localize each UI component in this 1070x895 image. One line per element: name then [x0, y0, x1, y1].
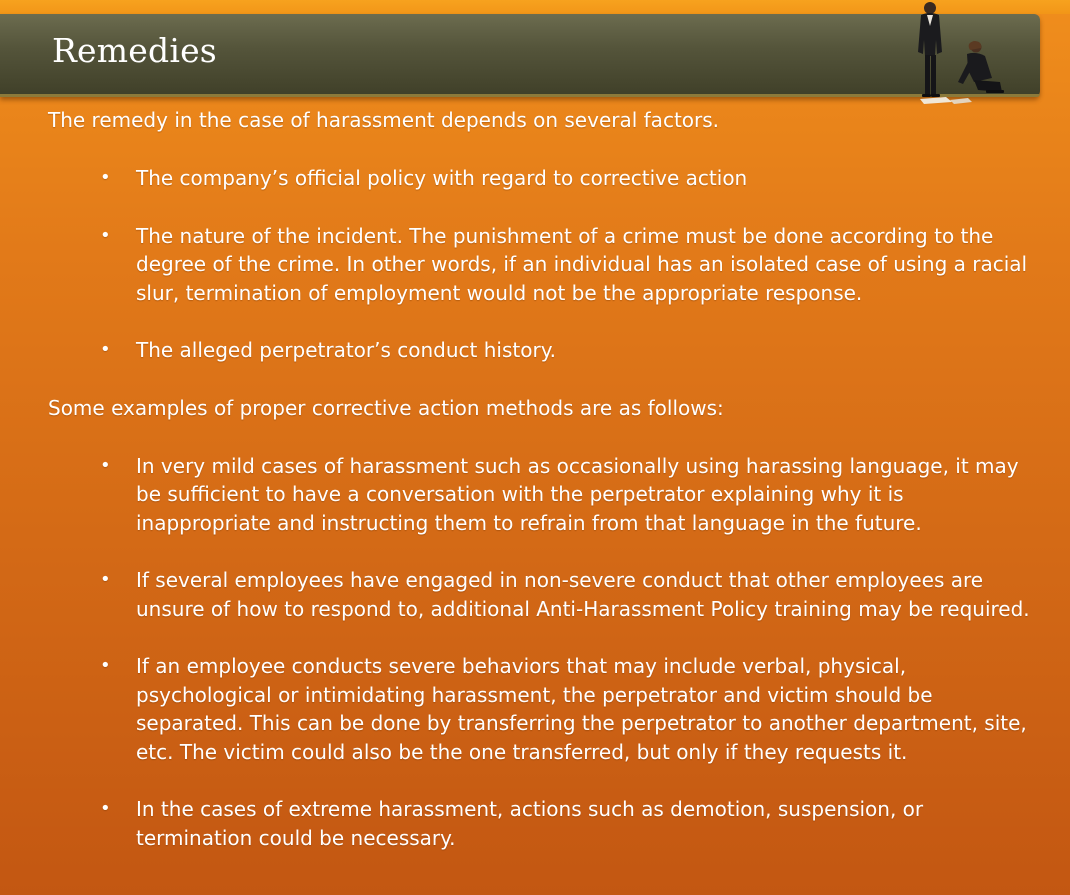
list-item [48, 336, 1038, 365]
list-item-text: The alleged perpetrator’s conduct history. [136, 338, 557, 362]
list-item [48, 222, 1038, 308]
list-item [48, 795, 1038, 852]
list-item [48, 652, 1038, 766]
examples-list [48, 452, 1038, 853]
list-item-text: The company’s official policy with regard to corrective action [136, 166, 748, 190]
list-item-text: If an employee conducts severe behaviors that may include verbal, physical, psychological or intimidating harassment, the perpetrator and victim should be separated. This can be done by transferring the perpetrator to another department, site, etc. The victim could also be the one transferred, but only if they requests it. [136, 654, 1027, 764]
bullet-icon: • [100, 224, 111, 246]
title-bar [0, 14, 1040, 97]
list-item-text: The nature of the incident. The punishment of a crime must be done according to the degree of the crime. In other words, if an individual has an isolated case of using a racial slur, termination of employment would not be the appropriate response. [136, 223, 1028, 305]
standing-person-figure [918, 2, 942, 97]
bullet-icon: • [100, 655, 111, 676]
business-people-illustration [900, 0, 1030, 110]
bullet-icon: • [100, 798, 111, 819]
examples-intro-text: Some examples of proper corrective action methods are as follows: [48, 395, 724, 420]
bullet-icon: • [100, 454, 111, 476]
slide-title: Remedies [52, 31, 217, 70]
bullet-icon: • [100, 569, 111, 590]
factors-list [48, 164, 1038, 365]
list-item-text: In the cases of extreme harassment, actions such as demotion, suspension, or termination could be necessary. [136, 797, 924, 850]
bullet-icon: • [100, 167, 111, 188]
bullet-icon: • [100, 339, 111, 360]
intro-text: The remedy in the case of harassment depends on several factors. [48, 108, 720, 132]
list-item [48, 164, 1038, 193]
list-item [48, 566, 1038, 623]
list-item-text: In very mild cases of harassment such as occasionally using harassing language, it may be sufficient to have a conversation with the perpetrator explaining why it is inappropriate and instructing them to refrain from that language in the future. [136, 453, 1019, 535]
kneeling-person-figure [958, 41, 1004, 93]
slide-body [48, 106, 1038, 852]
list-item-text: If several employees have engaged in non-severe conduct that other employees are unsure of how to respond to, additional Anti-Harassment Policy training may be required. [136, 568, 1030, 621]
list-item [48, 452, 1038, 538]
